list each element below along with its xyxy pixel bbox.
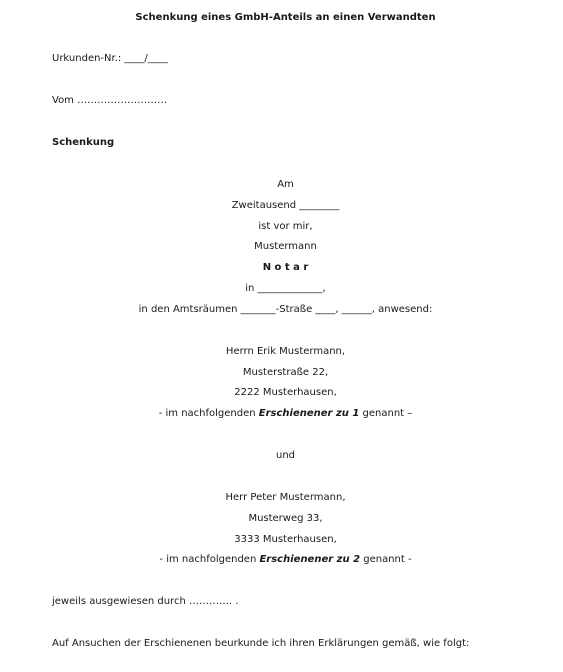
party2-street: Musterweg 33,: [248, 513, 323, 524]
date-line: Vom ………………………: [52, 95, 168, 106]
section-heading: Schenkung: [52, 137, 115, 148]
party2-designation: [0, 553, 563, 567]
party2-city: 3333 Musterhausen,: [234, 534, 337, 545]
party1-city: 2222 Musterhausen,: [234, 387, 337, 398]
notary-location: in _____________,: [245, 283, 326, 294]
urkunden-nr: Urkunden-Nr.: ____/____: [52, 53, 168, 64]
party1-designation: [0, 407, 563, 421]
party1-designation-post: genannt –: [359, 408, 413, 419]
party2-name: Herr Peter Mustermann,: [225, 492, 346, 503]
notary-name: Mustermann: [254, 241, 317, 252]
party1-designation-role: Erschienener zu 1: [258, 408, 360, 419]
party2-designation-role: Erschienener zu 2: [259, 554, 361, 565]
notary-title: N o t a r: [262, 262, 309, 273]
document-title: Schenkung eines GmbH-Anteils an einen Verwandten: [135, 12, 436, 23]
party2-designation-post: genannt -: [360, 554, 412, 565]
preamble-ist-vor-mir: ist vor mir,: [258, 221, 313, 232]
preamble-year: Zweitausend ________: [231, 200, 340, 211]
party1-name: Herrn Erik Mustermann,: [225, 346, 346, 357]
und-connector: und: [275, 450, 296, 461]
preamble-am: Am: [277, 179, 294, 190]
closing-statement: Auf Ansuchen der Erschienenen beurkunde ich ihren Erklärungen gemäß, wie folgt:: [52, 638, 470, 649]
identification-line: jeweils ausgewiesen durch …………. .: [52, 596, 239, 607]
party1-designation-pre: - im nachfolgenden: [158, 408, 259, 419]
office-address: in den Amtsräumen _______-Straße ____, ______, anwesend:: [138, 304, 433, 315]
party1-street: Musterstraße 22,: [242, 367, 329, 378]
party2-designation-pre: - im nachfolgenden: [159, 554, 260, 565]
